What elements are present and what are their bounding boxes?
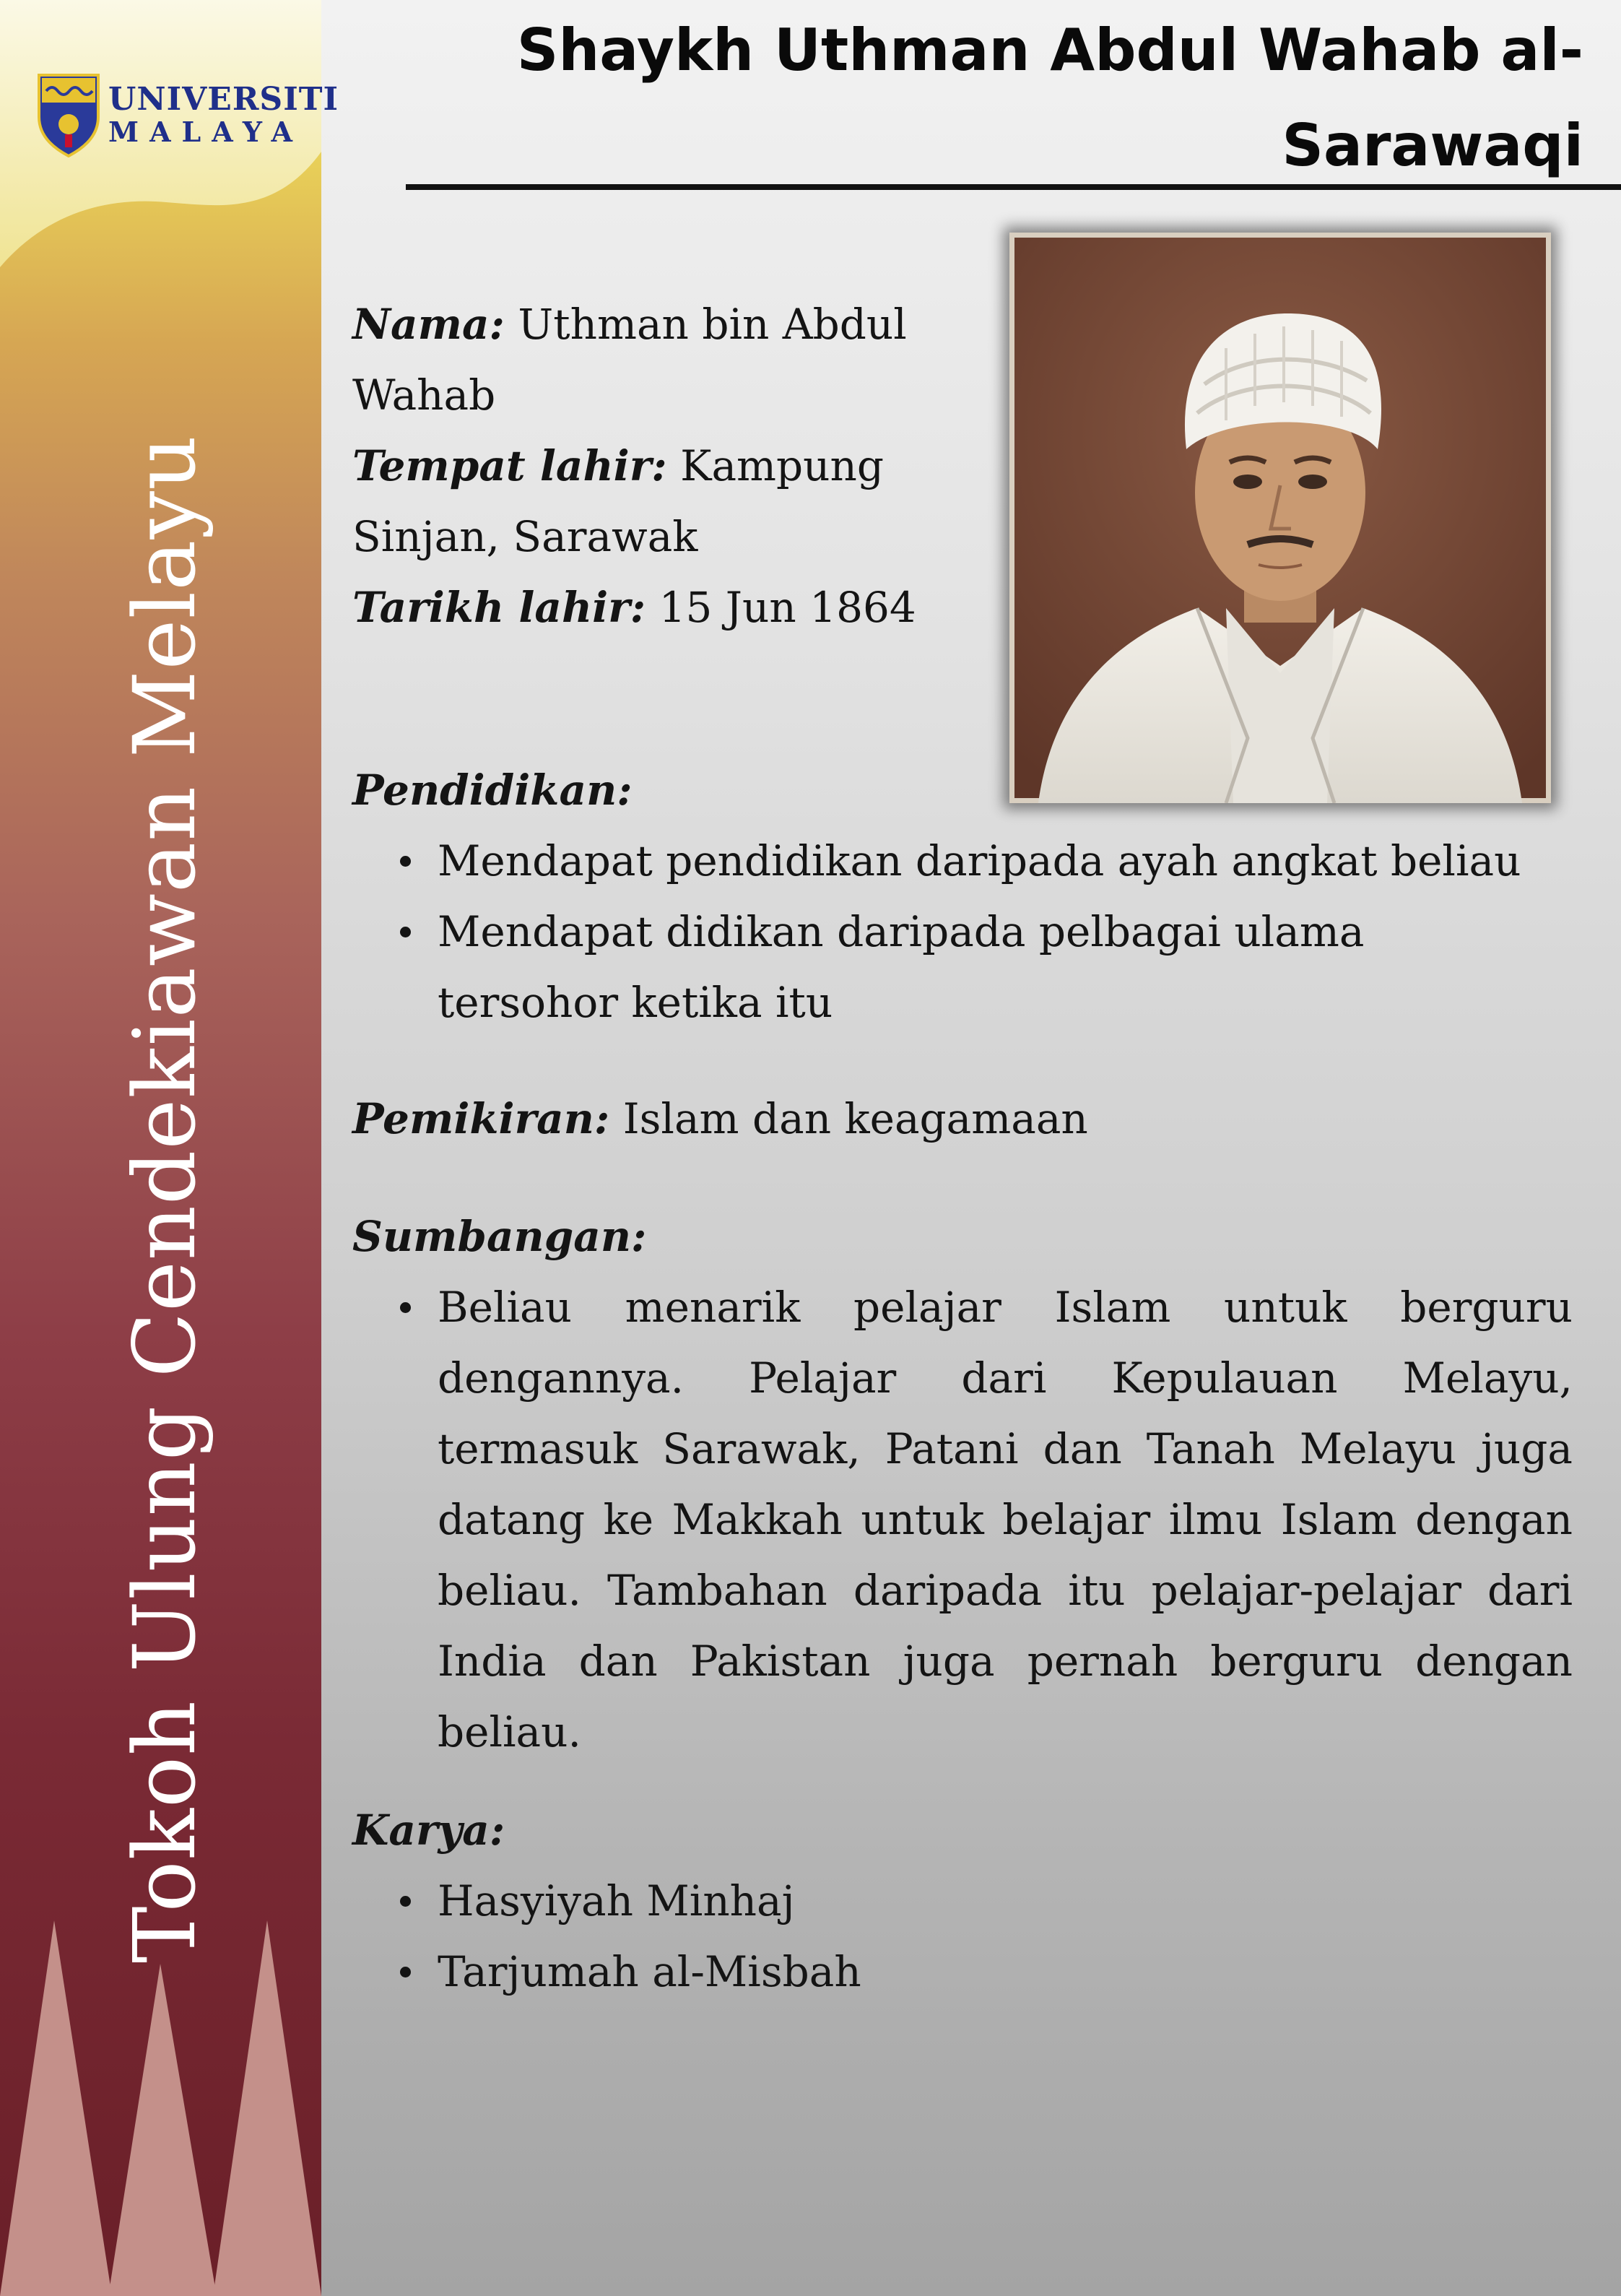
university-crest-icon (36, 72, 101, 157)
tempat-lahir-value: Kampung Sinjan, Sarawak (352, 441, 884, 561)
sidebar-vertical-title: Tokoh Ulung Cendekiawan Melayu (115, 434, 214, 1964)
page-title: Shaykh Uthman Abdul Wahab al-Sarawaqi (516, 17, 1583, 179)
logo-text-malaya: MALAYA (108, 116, 304, 148)
pendidikan-heading: Pendidikan: (352, 766, 633, 815)
tempat-lahir-label: Tempat lahir: (352, 441, 667, 490)
sidebar-triangles-decoration (0, 1920, 321, 2296)
pemikiran-label: Pemikiran: (352, 1094, 610, 1143)
nama-value: Uthman bin Abdul Wahab (352, 300, 907, 420)
section-pemikiran (352, 1083, 1573, 1154)
tarikh-lahir-label: Tarikh lahir: (352, 583, 646, 632)
logo-text-universiti: UNIVERSITI (108, 81, 339, 118)
tarikh-lahir-value: 15 Jun 1864 (659, 583, 916, 632)
pemikiran-value: Islam dan keagamaan (622, 1094, 1088, 1143)
decorative-sidebar (0, 0, 321, 2296)
portrait-image (1009, 233, 1551, 803)
university-logo (36, 72, 339, 157)
sumbangan-list (352, 1272, 1573, 1767)
list-item: Mendapat didikan daripada pelbagai ulama tersohor ketika itu (352, 896, 1405, 1038)
karya-list (352, 1866, 1573, 2007)
tempat-lahir-row (352, 430, 966, 572)
list-item: Tarjumah al-Misbah (352, 1936, 1573, 2007)
karya-heading: Karya: (352, 1806, 505, 1855)
list-item: Mendapat pendidikan daripada ayah angkat beliau (352, 826, 1573, 896)
title-divider (406, 184, 1621, 190)
section-pendidikan (352, 755, 1573, 1038)
nama-label: Nama: (352, 300, 505, 349)
identity-block (352, 289, 966, 643)
list-item: Beliau menarik pelajar Islam untuk berguru dengannya. Pelajar dari Kepulauan Melayu, termasuk Sarawak, Patani dan Tanah Melayu juga datang ke Makkah untuk belajar ilmu Islam dengan beliau. Tambahan daripada itu pelajar-pelajar dari India dan Pakistan juga pernah berguru dengan beliau. (352, 1272, 1573, 1767)
section-sumbangan (352, 1201, 1573, 1767)
tarikh-lahir-row (352, 572, 966, 643)
sumbangan-heading: Sumbangan: (352, 1212, 647, 1261)
pendidikan-list (352, 826, 1573, 1038)
portrait-painting (1009, 233, 1551, 803)
list-item: Hasyiyah Minhaj (352, 1866, 1573, 1936)
nama-row (352, 289, 966, 430)
section-karya (352, 1795, 1573, 2007)
